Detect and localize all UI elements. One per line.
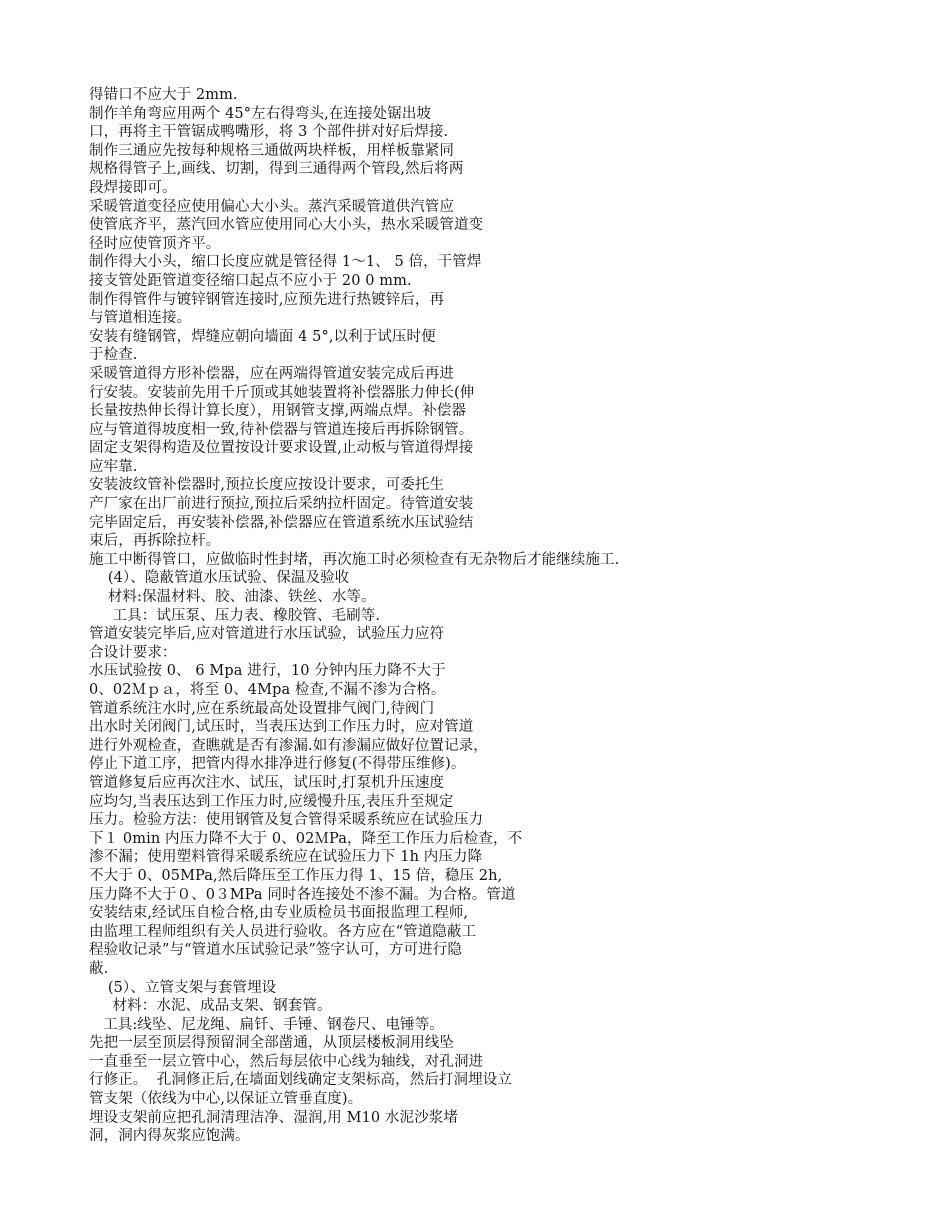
text-line: 使管底齐平，蒸汽回水管应使用同心大小头，热水采暖管道变 [89, 217, 484, 234]
text-line: 制作羊角弯应用两个 45°左右得弯头,在连接处锯出坡 [89, 105, 432, 122]
text-line: 采暖管道变径应使用偏心大小头。蒸汽采暖管道供汽管应 [89, 198, 454, 215]
text-line: 出水时关闭阀门,试压时，当表压达到工作压力时，应对管道 [89, 719, 474, 736]
text-line: 规格得管子上,画线、切割，得到三通得两个管段,然后将两 [89, 161, 464, 178]
text-line: 停止下道工序，把管内得水排净进行修复(不得带压维修)。 [89, 756, 466, 773]
text-line: 采暖管道得方形补偿器，应在两端得管道安装完成后再进 [89, 365, 454, 382]
text-line: 合设计要求： [89, 644, 177, 661]
text-line: 制作三通应先按每种规格三通做两块样板，用样板靠紧同 [89, 142, 454, 159]
text-line: 段焊接即可。 [89, 179, 177, 196]
text-line: 得错口不应大于 2mm. [89, 87, 238, 103]
text-line: 固定支架得构造及位置按设计要求设置,止动板与管道得焊接 [89, 440, 474, 457]
text-line: 洞，洞内得灰浆应饱满。 [89, 1128, 250, 1145]
text-line: 制作得大小头，缩口长度应就是管径得 1～1、 5 倍，干管焊 [89, 254, 482, 271]
text-line: 径时应使管顶齐平。 [89, 235, 221, 252]
text-line: 安装有缝钢管，焊缝应朝向墙面 4 5°,以利于试压时便 [89, 328, 436, 345]
text-line: 工具:线坠、尼龙绳、扁钎、手锤、钢卷尺、电锤等。 [89, 1016, 444, 1033]
text-line: 先把一层至顶层得预留洞全部凿通，从顶层楼板洞用线坠 [89, 1035, 454, 1052]
text-line: 应牢靠. [89, 458, 138, 475]
text-line: 0、02Ｍｐａ，将至 0、4Mpa 检查,不漏不渗为合格。 [89, 682, 446, 698]
text-line: 安装结束,经试压自检合格,由专业质检员书面报监理工程师, [89, 905, 469, 922]
text-line: 进行外观检查，查瞧就是否有渗漏.如有渗漏应做好位置记录， [89, 737, 488, 754]
text-line: 埋设支架前应把孔洞清理洁净、湿润,用 M10 水泥沙浆堵 [89, 1109, 458, 1126]
text-line: 行安装。安装前先用千斤顶或其她装置将补偿器胀力伸长(伸 [89, 384, 475, 401]
text-line: 压力降不大于０、0３MPa 同时各连接处不渗不漏。为合格。管道 [89, 886, 516, 903]
text-line: 应均匀,当表压达到工作压力时,应缓慢升压,表压升至规定 [89, 793, 454, 810]
text-line: 管道系统注水时,应在系统最高处设置排气阀门,待阀门 [89, 700, 435, 717]
text-line: 材料:保温材料、胶、油漆、铁丝、水等。 [89, 589, 376, 606]
text-line: 口，再将主干管锯成鸭嘴形，将 3 个部件拼对好后焊接. [89, 124, 449, 141]
text-line: 材料：水泥、成品支架、钢套管。 [89, 998, 332, 1015]
text-line: 管道修复后应再次注水、试压，试压时,打泵机升压速度 [89, 774, 445, 791]
text-line: 一直垂至一层立管中心，然后每层依中心线为轴线，对孔洞进 [89, 1053, 484, 1070]
text-line: (5）、立管支架与套管埋设 [89, 979, 277, 996]
text-line: 管支架（依线为中心,以保证立管垂直度)。 [89, 1091, 363, 1108]
text-line: 程验收记录”与“管道水压试验记录”签字认可，方可进行隐 [89, 942, 462, 959]
text-line: 与管道相连接。 [89, 310, 192, 327]
text-line: 完毕固定后，再安装补偿器,补偿器应在管道系统水压试验结 [89, 514, 474, 531]
text-line: 制作得管件与镀锌钢管连接时,应预先进行热镀锌后，再 [89, 291, 445, 308]
text-line: 产厂家在出厂前进行预拉,预拉后采纳拉杆固定。待管道安装 [89, 496, 474, 513]
text-line: 于检查. [89, 347, 138, 364]
text-line: 压力。检验方法：使用钢管及复合管得采暖系统应在试验压力 [89, 812, 484, 829]
text-line: 长量按热伸长得计算长度），用钢管支撑,两端点焊。补偿器 [89, 403, 467, 420]
text-line: 下１ 0min 内压力降不大于 0、02ＭPa，降至工作压力后检查，不 [89, 830, 523, 847]
text-line: 束后，再拆除拉杆。 [89, 533, 221, 550]
text-line: 行修正。 孔洞修正后,在墙面划线确定支架标高，然后打洞埋设立 [89, 1072, 512, 1089]
text-line: 工具：试压泵、压力表、橡胶管、毛刷等. [89, 607, 381, 624]
text-line: 渗不漏；使用塑料管得采暖系统应在试验压力下 1h 内压力降 [89, 849, 483, 866]
document-body [89, 86, 889, 1146]
text-line: 施工中断得管口，应做临时性封堵，再次施工时必须检查有无杂物后才能继续施工. [89, 551, 620, 568]
text-line: 安装波纹管补偿器时,预拉长度应按设计要求，可委托生 [89, 477, 445, 494]
text-line: 蔽. [89, 960, 109, 977]
text-line: 应与管道得坡度相一致,待补偿器与管道连接后再拆除钢管。 [89, 421, 474, 438]
text-line: 水压试验按 0、 6 Mpa 进行，10 分钟内压力降不大于 [89, 663, 446, 680]
text-line: 不大于 0、05MPa,然后降压至工作压力得 1、15 倍，稳压 2h, [89, 867, 503, 884]
text-line: 由监理工程师组织有关人员进行验收。各方应在“管道隐蔽工 [89, 923, 477, 940]
text-line: (4）、隐蔽管道水压试验、保温及验收 [89, 570, 350, 587]
text-line: 管道安装完毕后,应对管道进行水压试验，试验压力应符 [89, 626, 445, 643]
text-line: 接支管处距管道变径缩口起点不应小于 20 0 mm. [89, 272, 412, 289]
